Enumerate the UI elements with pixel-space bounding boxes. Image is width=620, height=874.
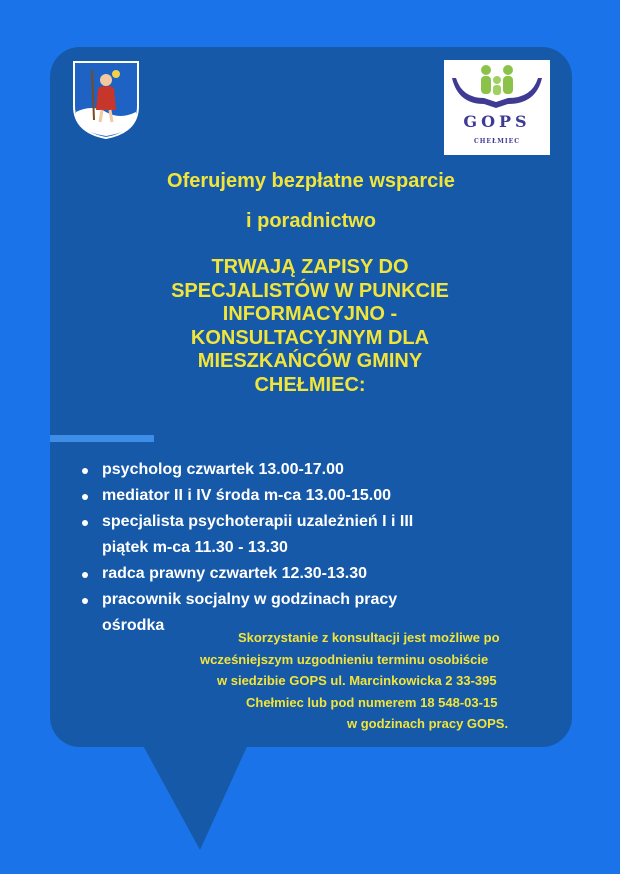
headline-line: SPECJALISTÓW W PUNKCIE — [171, 279, 449, 302]
bullet-icon — [82, 520, 88, 526]
bullet-icon — [82, 468, 88, 474]
note-line: Skorzystanie z konsultacji jest możliwe po — [238, 630, 500, 645]
list-item-text: specjalista psychoterapii uzależnień I i III — [102, 513, 414, 530]
headline-line: CHEŁMIEC: — [254, 373, 366, 396]
bullet-icon — [82, 572, 88, 578]
list-item — [78, 457, 498, 483]
accent-divider — [50, 435, 154, 442]
list-item-text: piątek m-ca 11.30 - 13.30 — [102, 539, 288, 556]
list-item-text: radca prawny czwartek 12.30-13.30 — [102, 565, 368, 582]
family-hands-icon — [444, 60, 550, 112]
list-item-text: pracownik socjalny w godzinach pracy — [102, 591, 398, 608]
gops-logo — [444, 60, 550, 155]
note-line: wcześniejszym uzgodnieniu terminu osobiście — [200, 651, 489, 667]
note-line: Chełmiec lub pod numerem 18 548-03-15 — [246, 694, 498, 710]
list-item-text: psycholog czwartek 13.00-17.00 — [102, 461, 344, 478]
gops-logo-place: CHEŁMIEC — [473, 138, 521, 145]
list-item — [78, 561, 498, 587]
headline-line: INFORMACYJNO - — [222, 303, 398, 325]
offer-line-2: i poradnictwo — [246, 210, 376, 232]
list-item-text: ośrodka — [102, 617, 165, 634]
headline — [110, 256, 510, 397]
offer-line-1: Oferujemy bezpłatne wsparcie — [167, 170, 455, 192]
list-item — [78, 509, 498, 561]
note-line: w godzinach pracy GOPS. — [347, 716, 509, 731]
bullet-icon — [82, 598, 88, 604]
coat-of-arms-icon — [72, 60, 140, 140]
bullet-icon — [82, 494, 88, 500]
headline-line: KONSULTACYJNYM DLA — [190, 326, 430, 349]
list-item-text: mediator II i IV środa m-ca 13.00-15.00 — [102, 487, 392, 504]
headline-line: TRWAJĄ ZAPISY DO — [211, 256, 409, 278]
note-line: w siedzibie GOPS ul. Marcinkowicka 2 33-395 — [217, 673, 497, 688]
list-item — [78, 483, 498, 509]
services-list — [78, 457, 498, 639]
headline-line: MIESZKAŃCÓW GMINY — [197, 350, 423, 372]
consultation-note — [190, 627, 570, 735]
gops-logo-name: GOPS — [463, 112, 531, 131]
